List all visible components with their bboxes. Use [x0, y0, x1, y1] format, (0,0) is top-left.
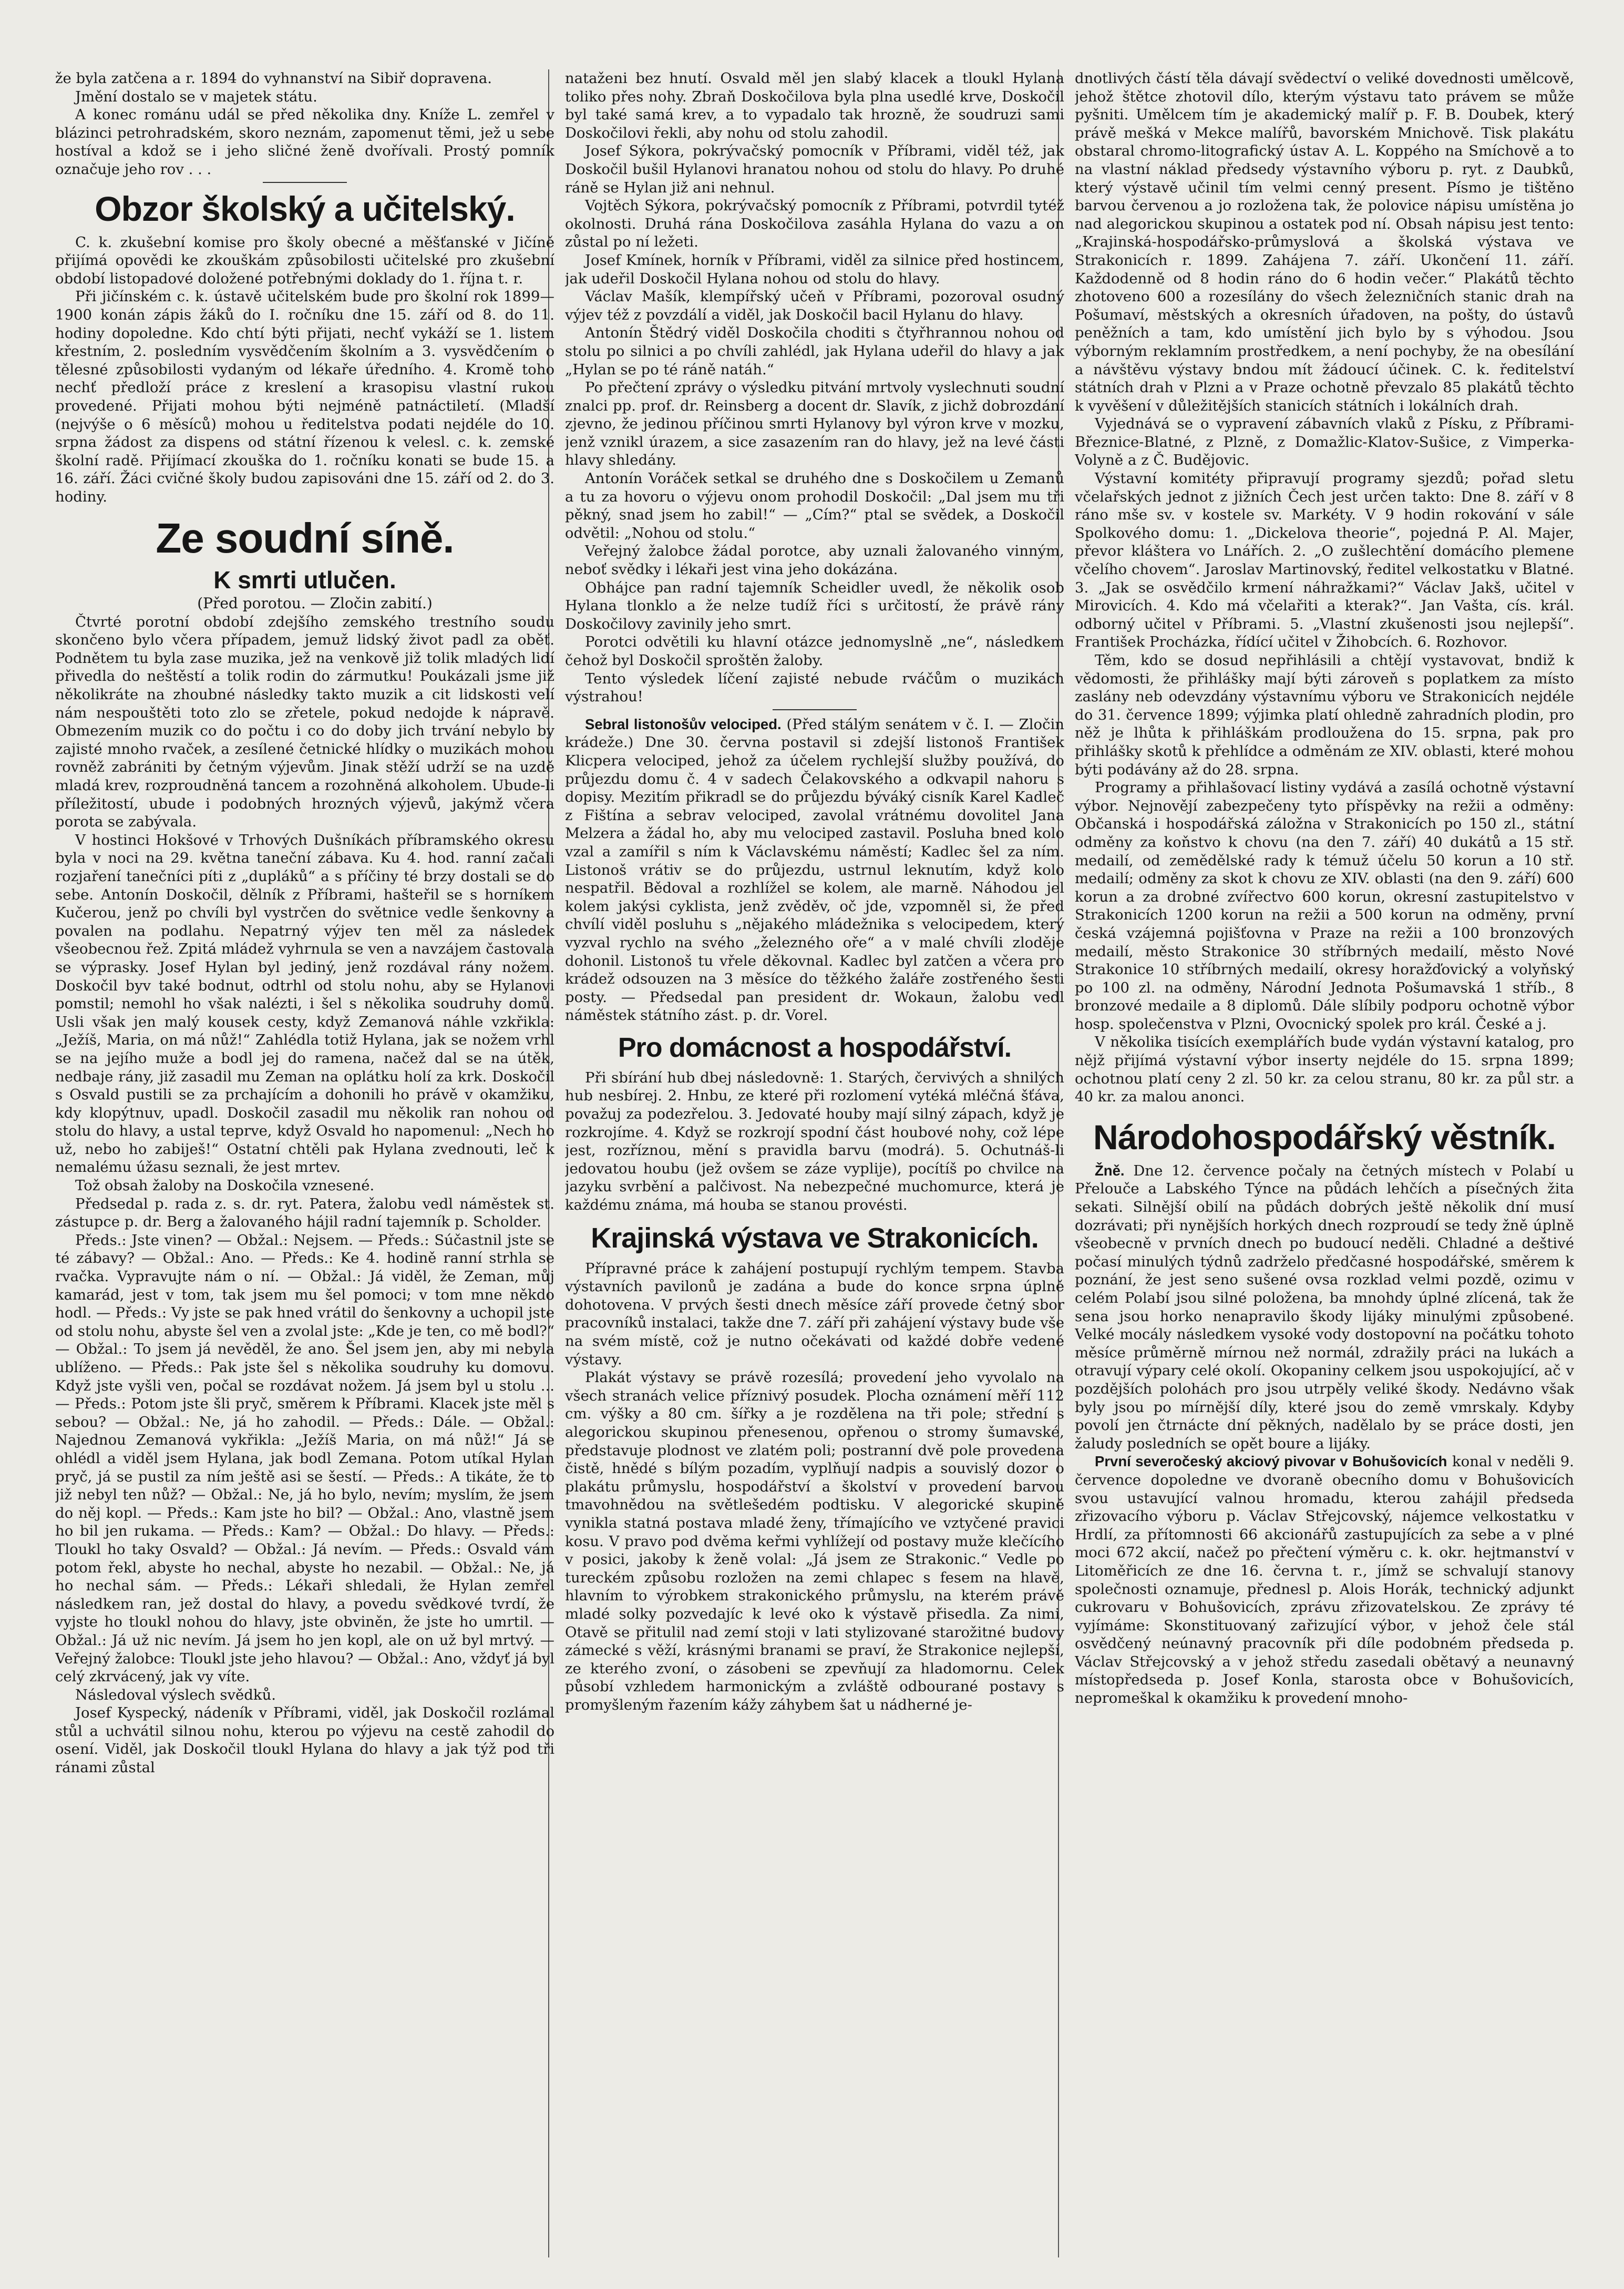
section-heading-school: Obzor školský a učitelský. [95, 189, 515, 228]
paragraph: Josef Sýkora, pokrývačský pomocník v Příbrami, viděl též, jak Doskočil bušil Hylanovi hranatou nohou od stolu do hlavy. Po druhé ráně se Hylan již ani nehnul. [565, 142, 1064, 196]
paragraph: První severočeský akciový pivovar v Bohušovicích konal v neděli 9. července dopoledne ve dvoraně obecního domu v Bohušovicích svou ustavující valnou hromadu, kterou zahájil předseda zřizovacího výboru p. Václav Střejcovský, nájemce velkostatku v Hrdlí, za přítomnosti 66 akcionářů zastupujících za sebe a v plné moci 672 akcií, načež po přečtení výměru c. k. okr. hejtmanství v Litoměřicích ze dne 16. června t. r., jímž se schvalují stanovy společnosti oznamuje, přednesl p. Alois Horák, technický adjunkt cukrovaru v Bohušovicích, zprávu zřizovatelskou. Ze zprávy té vyjímáme: Skonstituovaný zařizující výbor, v jehož čele stál osvědčený neúnavný pracovník při díle podobném předseda p. Václav Střejcovský a v jehož středu zasedali obětavý a neunavný místopředseda p. Josef Konla, starosta obce v Bohušovicích, nepromeškal k okamžiku k provedení mnoho- [1075, 1453, 1574, 1707]
paragraph: Výstavní komitéty připravují programy sjezdů; pořad sletu včelařských jednot z jižních Čech jest určen takto: Dne 8. září v 8 ráno mše sv. v kostele sv. Markéty. V 9 hodin rokování v sále Spolkového domu: 1. „Dickelova theorie“, pojedná P. Al. Majer, převor kláštera vo Lnářích. 2. „O zušlechtění domácího plemene včelího chovem“. Jaroslav Martinovský, ředitel velkostatku v Blatné. 3. „Jak se osvědčilo krmení náhražkami?“ Václav Jakš, učitel v Mirovicích. 4. Kdo má včelařiti a kterak?“. Jan Vašta, cís. král. odborný učitel v Příbrami. 5. „Vlastní zkušenosti jsou nejlepší“. František Procházka, řídící učitel v Žihobcích. 6. Rozhovor. [1075, 470, 1574, 651]
article-lead: První severočeský akciový pivovar v Bohušovicích [1095, 1453, 1447, 1470]
paragraph: Antonín Štědrý viděl Doskočila choditi s čtyřhrannou nohou od stolu po silnici a po chvíli zahlédl, jak Hylana udeřil do hlavy a jak „Hylan se po té ráně natáh.“ [565, 324, 1064, 378]
article-lead: Sebral listonošův velociped. [585, 716, 782, 732]
section-heading-court: Ze soudní síně. [156, 515, 454, 562]
paragraph: Antonín Voráček setkal se druhého dne s Doskočilem u Zemanů a tu za hovoru o výjevu onom prohodil Doskočil: „Dal jsem mu tři pěkný, snad jsem ho zabil!“ — „Cím?“ ptal se svědek, a Doskočil odvětil: „Nohou od stolu.“ [565, 470, 1064, 541]
paragraph: Žně. Dne 12. července počaly na četných místech v Polabí u Přelouče a Labského Týnce na půdách lehčích a písečných žita sekati. Silnější obilí na půdách dobrých ještě několik dní musí dozrávati; při nynějších horkých dnech rozproudí se tedy žně úplně všeobecně v prvních dnech po budoucí neděli. Chladné a deštivé počasí minulých týdnů zadrželo předčasné hospodářské, směrem k poznání, že jest seno sušené ovsa rozklad velmi pozdě, ozimu v celém Polabí jsou silné položena, ba mnohdy úplné zlícená, tak že sena jsou horko nenapravilo škody lijáky minulými způsobené. Velké mocály následkem vysoké vody dostopovní na počátku tohoto měsíce průměrně mírnou než normál, zdražily práci na lukách a otravují výpary celé okolí. Okopaniny celkem jsou uspokojující, ač v pozdějších polohách pro jsou utrpěly veliké škody. Nedávno však byly jsou po mírnější díly, které jsou do země vmrskaly. Kdyby povolí jen čtrnácte dní pěkných, nadělalo by se práce dosti, jen žaludy posledních se opět boure a lijáky. [1075, 1162, 1574, 1452]
paragraph: Obhájce pan radní tajemník Scheidler uvedl, že několik osob Hylana tlonklo a že nelze tudíž říci s určitostí, že právě rány Doskočilovy zavinily jeho smrt. [565, 579, 1064, 632]
column-2 [565, 69, 1064, 2257]
paragraph: Tento výsledek líčení zajisté nebude rváčům o muzikách výstrahou! [565, 670, 1064, 706]
paragraph: Václav Mašík, klempířský učeň v Příbrami, pozoroval osudný výjev též z povzdálí a viděl, jak Doskočil bacil Hylanu do hlavy. [565, 288, 1064, 323]
paragraph: A konec románu udál se před několika dny. Kníže L. zemřel v blázinci petrohradském, skoro neznám, zapomenut těmi, jež u sebe hostíval a kdož se i jeho sličné ženě dvořívali. Prostý pomník označuje jeho rov . . . [55, 106, 554, 178]
section-heading-household: Pro domácnost a hospodářství. [618, 1032, 1012, 1063]
article-kicker: (Před porotou. — Zločin zabití.) [197, 595, 433, 612]
section-heading-exhibition: Krajinská výstava ve Strakonicích. [591, 1222, 1039, 1254]
paragraph: Při sbírání hub dbej následovně: 1. Starých, červivých a shnilých hub nesbírej. 2. Hnbu, ze které při rozlomení vytéká mléčná šťáva, považuj za podezřelou. 3. Jedovaté houby mají silný zápach, když je rozkrojíme. 4. Když se rozkrojí spodní část houbové nohy, což lépe jest, rozříznou, mění s pravidla barvu (modrá). 5. Ochutnáš-li jedovatou houbu (jež ovšem se záze vyplije), pocítíš po chvilce na jazyku svrbění a palčivost. Na nebezpečné muchomurce, která je každému známa, má houba se stanou provésti. [565, 1069, 1064, 1214]
section-divider [773, 709, 857, 710]
paragraph: V hostinci Hokšové v Trhových Dušníkách příbramského okresu byla v noci na 29. května taneční zábava. Ku 4. hod. ranní začali rozjaření tanečníci píti z „dupláků“ a s příčiny té brzy dostali se do sebe. Antonín Doskočil, dělník z Příbrami, hašteřil se s horníkem Kučerou, jenž po chvíli byl vystrčen do světnice vedle šenkovny a povalen na podlahu. Nepatrný výjev ten měl za následek všeobecnou řež. Zpitá mládež vyhrnula se ven a navzájem častovala se výprasky. Josef Hylan byl jediný, jenž rozdával rány nožem. Doskočil byv také bodnut, odtrhl od stolu nohu, aby se Hylanovi pomstil; nemohl ho však nalézti, i šel s několika soudruhy domů. Usli však jen malý kousek cesty, když Zemanová náhle vzkřikla: „Ježíš, Maria, on má nůž!“ Zahlédla totiž Hylana, jak se nožem vrhl se na jejího muže a bodl jej do ramena, načež dal se na útěk, nedbaje rány, již zasadil mu Zeman na oplátku holí za krk. Doskočil s Osvald pustili se za prchajícím a dohonili ho právě v okamžiku, kdy klopýtnuv, upadl. Doskočil zasadil mu několik ran nohou od stolu do hlavy, a ustal teprve, když Osvald ho napomenul: „Nech ho už, nebo ho zabiješ!“ Ostatní chtěli pak Hylana zvednouti, leč k nemalému úžasu seznali, že jest mrtev. [55, 831, 554, 1176]
article-lead: Žně. [1095, 1162, 1125, 1179]
paragraph: Přípravné práce k zahájení postupují rychlým tempem. Stavba výstavních pavilonů je zadána a bude do konce srpna úplně dohotovena. V prvých šesti dnech měsíce září provede četný sbor pracovníků instalaci, takže dne 7. září při zahájení výstavy bude vše na svém místě, což je nutno očekávati od každé dobře vedené výstavy. [565, 1260, 1064, 1368]
paragraph: Jmění dostalo se v majetek státu. [75, 88, 317, 105]
paragraph: Předsedal p. rada z. s. dr. ryt. Patera, žalobu vedl náměstek st. zástupce p. dr. Berg a žalovaného hájil radní tajemník p. Scholder. [55, 1195, 554, 1231]
paragraph: Sebral listonošův velociped. (Před stálým senátem v č. I. — Zločin krádeže.) Dne 30. června postavil si zdejší listonoš František Klicpera velociped, jehož za účelem rychlejší služby používá, do průjezdu domu č. 4 v sadech Čelakovského a odkvapil nahoru s dopisy. Mezitím přikradl se do průjezdu býváký cisník Karel Kadleč z Fištína a sebrav velociped, zavolal vrátnému dovolitel Jana Melzera a žádal ho, aby mu velociped zastavil. Posluha bned kolo vzal a zamířil s ním k Václavskému náměstí; Kadlec šel za ním. Listonoš vrátiv se do průjezdu, ustrnul leknutím, když kolo nespatřil. Bědoval a rozhlížel se kolem, ale marně. Náhodou jel kolem jakýsi cyklista, jenž zvěděv, oč jde, vzpomněl si, že před chvílí viděl posluhu s „nějakého mládežnika s velocipedem, který vyzval rychlo na svého „železného oře“ a v malé chvíli zloděje dohonil. Listonoš tu vřele děkovnal. Kadlec byl zatčen a včera pro krádež odsouzen na 3 měsíce do těžkého žaláře zostřeného šesti posty. — Předsedal pan president dr. Wokaun, žalobu vedl náměstek státního zást. p. dr. Vorel. [565, 716, 1064, 1024]
article-continuation: dnotlivých částí těla dávají svědectví o veliké dovednosti umělcově, jehož štětce zhotovil dílo, kterým výstavu tato právem se může pyšniti. Umělcem tím je akademický malíř p. F. B. Doubek, který právě mešká v Mekce malířů, bavorském Mnichově. Tisk plakátu obstaral chromo-litografický ústav A. L. Koppého na Smíchově a to na vlastní náklad předsedy výstavního výboru p. ryt. z Daubků, který výstavě učinil tím velmi cenný present. Písmo je tištěno barvou červenou a jo rozložena tak, že polovice nápisu umístěna jo nad alegorickou skupinou a ostatek pod ní. Obsah nápisu jest tento: „Krajinská-hospodářsko-průmyslová a školská výstava ve Strakonicích r. 1899. Zahájena 7. září. Ukončení 11. září. Každodenně od 8 hodin ráno do 6 hodin večer.“ Plakátů těchto zhotoveno 600 a rozesílány do všech železničních stanic drah na Pošumaví, městských a okresních úřadoven, na pošty, do ústavů peněžních a tam, kdo umístění jich bylo by s výhodou. Jsou výborným reklamním prostředkem, a není pochyby, že na obesílání a návštěvu výstavy bndou mít žádoucí účinek. C. k. ředitelství státních drah v Plzni a v Praze ochotně převzalo 85 plakátů těchto k vyvěšení v důležitějších stanicích státních i lokálních drah. [1075, 70, 1574, 414]
paragraph: Následoval výslech svědků. [75, 1686, 276, 1703]
section-heading-economy: Národohospodářský věstník. [1093, 1117, 1556, 1157]
paragraph: Vojtěch Sýkora, pokrývačský pomocník z Příbrami, potvrdil tytéž okolnosti. Druhá rána Doskočilova zasáhla Hylana do vazu a on zůstal po ní ležeti. [565, 197, 1064, 251]
column-3 [1075, 69, 1574, 2257]
section-divider [263, 182, 347, 183]
paragraph: Programy a přihlašovací listiny vydává a zasílá ochotně výstavní výbor. Nejnovějí zabezpečeny tyto příspěvky na režii a odměny: Občanská i hospodářská záložna v Strakonicích po 150 zl., státní odměny za koňstvo k chovu (na den 7. září) 40 dukátů a 15 stř. medailí, od zemědělské rady k témuž účelu 50 korun a 10 stř. medailí; odměny za skot k chovu ze XIV. oblasti (na den 9. září) 600 korun a za drobné zvířectvo 600 korun, okresní zastupitelstvo v Strakonicích 1200 korun na režii a 500 korun na odměny, první česká vzájemná pojišťovna v Praze na režii a 100 bronzových medailí, město Strakonice 30 stříbrných medailí, město Nové Strakonice 10 stříbrných medailí, okresy horažďovický a volyňský po 100 zl. na odměny, Národní Jednota Pošumavská 1 stříb., 8 bronzové medaile a 8 diplomů. Dále slíbily podporu ochotně výbor hosp. společenstva v Plzni, Ovocnický spolek pro král. České a j. [1075, 779, 1574, 1033]
article-continuation: že byla zatčena a r. 1894 do vyhnanství na Sibiř dopravena. [55, 70, 492, 87]
paragraph: Plakát výstavy se právě rozesílá; provedení jeho vyvolalo na všech stranách velice příznivý posudek. Plocha oznámení měří 112 cm. výšky a 80 cm. šířky a je rozdělena na tři pole; střední s alegorickou skupinou přenesenou, opřenou o stromy šumavské, představuje plodnost ve zlatém poli; postranní dvě pole provedena čistě, hnědé s bílým pozadím, vyplňují nadpis a souvislý dozor o plakátu průmyslu, hospodářství a školství v provedení barvou tmavohnědou na světlešedém podtisku. V alegorické skupině vynikla statná postava mladé ženy, třímajícího ve vztyčené pravici kosu. V pravo pod dvěma keřmi vyhlížejí od postavy muže klečícího v posici, jakoby k ženě volal: „Já jsem ze Strakonic.“ Vedle po tureckém způsobu rozložen na zemi chlapec s fesem na hlavě, hlavním to výrobkem strakonického průmyslu, na kterém právě mladé solky pozvedajíc k levé oko k výstavě přisedla. Za nimi, Otavě se přitulil nad zemí stoji v lati stylizované starožitné budovy zámecké s věží, krásnými branami se praví, že Strakonice nejlepší, ze kterého zvoní, o zásobeni se zpevňují za hladomornu. Celek působí vzhledem harmonickým a zvláště odbourané postavy s promyšleným řazením kážy záhybem šat u nádherné je- [565, 1369, 1064, 1713]
paragraph: Vyjednává se o vypravení zábavních vlaků z Písku, z Příbrami-Březnice-Blatné, z Plzně, z Domažlic-Klatov-Sušice, z Vimperka-Volyně a z Č. Budějovic. [1075, 415, 1574, 469]
paragraph: Při jičínském c. k. ústavě učitelském bude pro školní rok 1899—1900 konán zápis žáků do I. ročníku dne 15. září od 8. do 11. hodiny dopoledne. Kdo chtí býti přijati, nechť vykáží se 1. listem křestním, 2. posledním vysvědčením školním a 3. vysvědčením o tělesné způsobilosti vydaným od lékaře úředního. 4. Kromě toho nechť předloží práce z kreslení a krasopisu vlastní rukou provedené. Přijati mohou býti nejméně patnáctiletí. (Mladší (nejvýše o 6 měsíců) mohou u ředitelstva podati nejdéle do 10. srpna žádost za dispens od státní řízenou k velesl. c. k. zemské školní radě. Přijímací zkouška do 1. ročníku konati se bude 15. a 16. září. Žáci cvičné školy budou zapisováni dne 15. září od 2. do 3. hodiny. [55, 288, 554, 505]
paragraph: Po přečtení zprávy o výsledku pitvání mrtvoly vyslechnuti soudní znalci pp. prof. dr. Reinsberg a docent dr. Slavík, z jichž dobrozdání zjevno, že jedinou příčinou smrti Hylanovy byl výron krve v mozku, jenž vznikl úrazem, a sice zasazením ran do hlavy, jež na levé části hlavy shledány. [565, 379, 1064, 469]
paragraph: Těm, kdo se dosud nepřihlásili a chtějí vystavovat, bndiž k vědomosti, že přihlášky mají býti zároveň s poplatkem za místo zaslány neb odevzdány výstavnímu výboru ve Strakonicích nejdéle do 31. července 1899; výjimka platí ohledně zahradních plodin, pro něž je lhůta k přihláškám prodloužena do 15. srpna, pak pro přihlášky skotů k přehlídce a odměnám ze XIV. oblasti, které mohou býti podávány až do 28. srpna. [1075, 652, 1574, 778]
paragraph: Josef Kyspecký, nádeník v Příbrami, viděl, jak Doskočil rozlámal stůl a uchvátil silnou nohu, kterou po výjevu na cestě zahodil do osení. Viděl, jak Doskočil tloukl Hylana do hlavy a jak týž pod tři ránami zůstal [55, 1704, 554, 1776]
paragraph: Veřejný žalobce žádal porotce, aby uznali žalovaného vinným, neboť svědky i lékaři jest vina jeho dokázána. [565, 543, 1064, 578]
article-headline: K smrti utlučen. [213, 566, 396, 594]
paragraph: Josef Kmínek, horník v Příbrami, viděl za silnice před hostincem, jak udeřil Doskočil Hylana nohou od stolu do hlavy. [565, 251, 1064, 287]
paragraph: V několika tisících exemplářích bude vydán výstavní katalog, pro nějž přijímá výstavní výbor inserty nejdéle do 15. srpna 1899; ochotnou platí ceny 2 zl. 50 kr. za celou stranu, 80 kr. za půl str. a 40 kr. za malou anonci. [1075, 1034, 1574, 1106]
paragraph: Čtvrté porotní období zdejšího zemského trestního soudu skončeno bylo včera případem, jemuž lidský život padl za oběť. Podnětem tu byla zase muzika, jež na venkově již tolik mladých lidí přivedla do neštěstí a tolik rodin do zármutku! Poukázali jsme již několikráte na zhoubné následky takto muzik a cit lidskosti velí nám nespouštěti toto zlo se zřetele, pokud nedojde k nápravě. Obmezením muzik co do počtu i co do doby jich trvání nebylo by zajisté mnoho rvaček, a zesílené četnické hlídky o muzikách mohou rovněž zabrániti by četným výjevům. Jinak stěží udrží se na uzdě mladá krev, rozproudněná tancem a rozohněná alkoholem. Ubude-li příležitostí, ubude i podobných hrozných výjevů, jakýmž včera porota se zabývala. [55, 613, 554, 831]
column-1 [55, 69, 554, 2257]
paragraph: Tož obsah žaloby na Doskočila vznesené. [75, 1177, 375, 1194]
paragraph: Předs.: Jste vinen? — Obžal.: Nejsem. — Předs.: Súčastnil jste se té zábavy? — Obžal.: Ano. — Předs.: Ke 4. hodině ranní strhla se rvačka. Vypravujte nám o ní. — Obžal.: Já viděl, že Zeman, můj kamarád, jest v tom, tak jsem mu šel pomoci; v tom mne někdo hodl. — Předs.: Vy jste se pak hned vrátil do šenkovny a uchopil jste od stolu nohu, abyste šel ven a zvolal jste: „Kde je ten, co mě bodl?“ — Obžal.: To jsem já nevěděl, že ano. Šel jsem jen, aby mi nebyla ublíženo. — Předs.: Pak jste šel s několika soudruhy ku domovu. Když jste vyšli ven, počal se rozdávat nožem. Já jsem byl u stolu ... — Předs.: Potom jste šli pryč, směrem k Příbrami. Klacek jste měl s sebou? — Obžal.: Ne, já ho zahodil. — Předs.: Dále. — Obžal.: Najednou Zemanová vykřikla: „Ježíš Maria, on má nůž!“ Já se ohlédl a viděl jsem Hylana, jak bodl Zemana. Potom utíkal Hylan pryč, já se pustil za ním ještě asi se šestí. — Předs.: A tikáte, že to již nebyl ten nůž? — Obžal.: Ne, já ho bylo, nevím; myslím, že jsem do něj kopl. — Předs.: Kam jste ho bil? — Obžal.: Ano, vlastně jsem ho bil jen rukama. — Předs.: Kam? — Obžal.: Do hlavy. — Předs.: Tloukl ho taky Osvald? — Obžal.: Já nevím. — Předs.: Osvald vám potom řekl, abyste ho nechal, abyste ho nezabil. — Obžal.: Ne, já ho nechal sám. — Předs.: Lékaři shledali, že Hylan zemřel následkem ran, jež dostal do hlavy, a povedu svědkové tvrdí, že vyjste ho tloukl nohou do hlavy, jste obviněn, že jste ho umrtil. — Obžal.: Já už nic nevím. Já jsem ho jen kopl, ale on už byl mrtvý. — Veřejný žalobce: Tloukl jste jeho hlavou? — Obžal.: Ano, vždyť já byl celý zkrvácený, jak vy víte. [55, 1231, 554, 1685]
paragraph: C. k. zkušební komise pro školy obecné a měšťanské v Jičíně přijímá opovědi ke zkouškám způsobilosti učitelské pro zkušební období listopadové doložené potřebnými doklady do 1. října t. r. [55, 233, 554, 287]
article-continuation: nataženi bez hnutí. Osvald měl jen slabý klacek a tloukl Hylana toliko přes nohy. Zbraň Doskočilova byla plna usedlé krve, Doskočil byl také samá krev, a to vypadalo tak hrozně, že soudruzi sami Doskočilovi řekli, aby nohu od stolu zahodil. [565, 70, 1064, 141]
paragraph: Porotci odvětili ku hlavní otázce jednomyslně „ne“, následkem čehož byl Doskočil sproštěn žaloby. [565, 633, 1064, 669]
